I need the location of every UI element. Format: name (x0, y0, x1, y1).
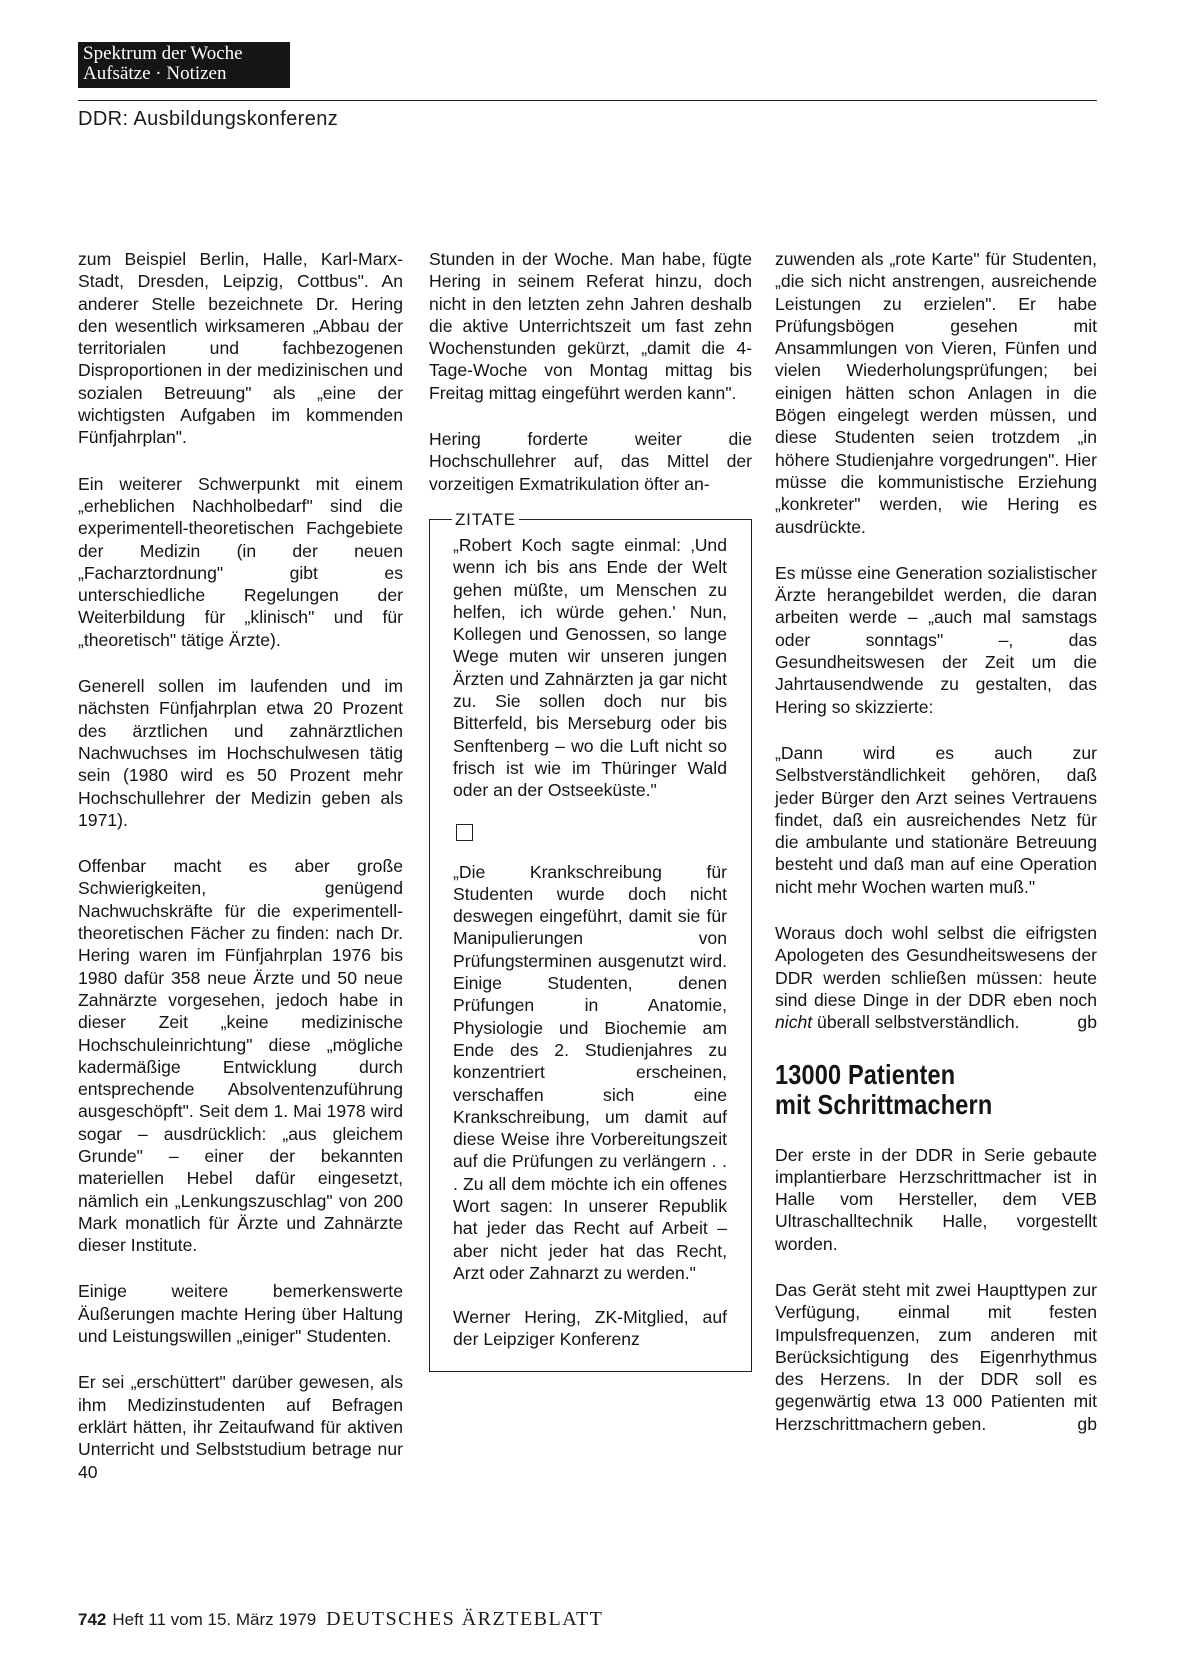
rubric-badge (78, 42, 290, 88)
separator-square-icon (456, 824, 473, 841)
paragraph: „Dann wird es auch zur Selbstverständlichkeit gehören, daß jeder Bürger den Arzt seines Vertrauens findet, daß ein ausreichendes Netz für die ambulante und stationäre Betreuung besteht und daß man auf eine Operation nicht mehr Wochen warten muß." (775, 742, 1097, 897)
paragraph: Hering forderte weiter die Hochschullehrer auf, das Mittel der vorzeitigen Exmatrikulation öfter an- (429, 429, 752, 494)
paragraph: Stunden in der Woche. Man habe, fügte Hering in seinem Referat hinzu, doch nicht in den letzten zehn Jahren deshalb die aktive Unterrichtszeit um fast zehn Wochenstunden gekürzt, „damit die 4-Tage-Woche von Montag mittag bis Freitag mittag eingeführt werden kann". (429, 249, 752, 403)
section-title: DDR: Ausbildungskonferenz (78, 108, 339, 130)
paragraph: Ein weiterer Schwerpunkt mit einem „erheblichen Nachholbedarf" sind die experimentell-theoretischen Fachgebiete der Medizin (in der neuen „Facharztordnung" gibt es unterschiedliche Regelungen der Weiterbildung für „klinisch" und für „theoretisch" tätige Ärzte). (78, 473, 403, 650)
column-2 (429, 248, 752, 1372)
paragraph: Offenbar macht es aber große Schwierigkeiten, genügend Nachwuchskräfte für die experimentell-theoretischen Fächer zu finden: nach Dr. Hering waren im Fünfjahrplan 1976 bis 1980 dafür 358 neue Ärzte und 50 neue Zahnärzte vorgesehen, jedoch habe in dieser Zeit „keine medizinische Hochschuleinrichtung" diese „mögliche kadermäßige Entwicklung durch entsprechende Absolventenzuführung ausgeschöpft". Seit dem 1. Mai 1978 wird sogar – ausdrücklich: „aus gleichem Grunde" – einer der bekannten materiellen Hebel dafür eingesetzt, nämlich ein „Lenkungszuschlag" von 200 Mark monatlich für Ärzte und Zahnärzte dieser Institute. (78, 856, 403, 1256)
column-1 (78, 248, 403, 1507)
quotes-box-title: ZITATE (452, 509, 519, 531)
quotes-box (429, 509, 752, 1372)
page-footer (78, 1608, 603, 1631)
quote: „Die Krankschreibung für Studenten wurde doch nicht deswegen eingeführt, damit sie für Manipulierungen von Prüfungsterminen ausgenutzt wird. Einige Studenten, denen Prüfungen in Anatomie, Physiologie und Biochemie am Ende des 2. Studienjahres zu konzentriert erscheinen, verschaffen sich eine Krankschreibung, um damit auf diese Weise ihre Vorbereitungszeit auf die Prüfungen zu verlängern . . . Zu all dem möchte ich ein offenes Wort sagen: In unserer Republik hat jeder das Recht auf Arbeit – aber nicht jeder hat das Recht, Arzt oder Zahnarzt zu werden." (453, 861, 727, 1283)
quote: „Robert Koch sagte einmal: ‚Und wenn ich bis ans Ende der Welt gehen müßte, um Menschen zu helfen, ich würde gehen.' Nun, Kollegen und Genossen, so lange Wege muten wir unseren jungen Ärzten und Zahnärzten ja gar nicht zu. Sie sollen doch nur bis Bitterfeld, bis Merseburg oder bis Senftenberg – wo die Luft nicht so frisch ist wie im Thüringer Wald oder an der Ostseeküste." (453, 534, 727, 801)
emphasis: nicht (775, 1012, 813, 1033)
author-initials: gb (1077, 1012, 1097, 1033)
header-rule (78, 100, 1097, 101)
journal-name: DEUTSCHES ÄRZTEBLATT (326, 1608, 604, 1630)
rubric-line-2: Aufsätze · Notizen (83, 63, 227, 84)
author-initials: gb (1077, 1413, 1097, 1434)
paragraph: Woraus doch wohl selbst die eifrigsten Apologeten des Gesundheitswesens der DDR werden schließen müssen: heute sind diese Dinge in der DDR eben noch nicht überall selbstverständlich. gb (775, 923, 1097, 1033)
paragraph: zum Beispiel Berlin, Halle, Karl-Marx-Stadt, Dresden, Leipzig, Cottbus". An anderer Stelle bezeichnete Dr. Hering den wesentlich wirksameren „Abbau der territorialen und fachbezogenen Disproportionen in der medizinischen und sozialen Betreuung" als „eine der wichtigsten Aufgaben im kommenden Fünfjahrplan". (78, 249, 403, 448)
quote-attribution: Werner Hering, ZK-Mitglied, auf der Leipziger Konferenz (453, 1307, 727, 1350)
paragraph: Generell sollen im laufenden und im nächsten Fünfjahrplan etwa 20 Prozent des ärztlichen und zahnärztlichen Nachwuchses im Hochschulwesen tätig sein (1980 wird es 50 Prozent mehr Hochschullehrer der Medizin geben als 1971). (78, 676, 403, 830)
paragraph: Es müsse eine Generation sozialistischer Ärzte herangebildet werden, die daran arbeiten werde – „auch mal samstags oder sonntags" –, das Gesundheitswesen der Zeit um die Jahrtausendwende zu gestalten, das Hering so skizzierte: (775, 562, 1097, 717)
column-3 (775, 248, 1097, 1459)
paragraph: Das Gerät steht mit zwei Haupttypen zur Verfügung, einmal mit festen Impulsfrequenzen, zum anderen mit Berücksichtigung des Eigenrhythmus des Herzens. In der DDR soll es gegenwärtig etwa 13 000 Patienten mit Herzschrittmachern geben. gb (775, 1279, 1097, 1434)
paragraph: Einige weitere bemerkenswerte Äußerungen machte Hering über Haltung und Leistungswillen „einiger" Studenten. (78, 1281, 403, 1347)
paragraph: Der erste in der DDR in Serie gebaute implantierbare Herzschrittmacher ist in Halle vom Hersteller, dem VEB Ultraschalltechnik Halle, vorgestellt worden. (775, 1144, 1097, 1254)
page-number: 742 (78, 1610, 107, 1629)
rubric-line-1: Spektrum der Woche (83, 43, 243, 64)
article-headline: 13000 Patienten mit Schrittmachern (775, 1058, 993, 1120)
issue-info: Heft 11 vom 15. März 1979 (112, 1610, 317, 1629)
paragraph: Er sei „erschüttert" darüber gewesen, als ihm Medizinstudenten auf Befragen erklärt hätten, ihr Zeitaufwand für aktiven Unterricht und Selbststudium betrage nur 40 (78, 1372, 403, 1482)
paragraph: zuwenden als „rote Karte" für Studenten, „die sich nicht anstrengen, ausreichende Leistungen zu erzielen". Er habe Prüfungsbögen gesehen mit Ansammlungen von Vieren, Fünfen und vielen Wiederholungsprüfungen; bei einigen hätten schon Anlagen in die Bögen eingelegt werden müssen, und diese Studenten seien trotzdem „in höhere Studienjahre vorgedrungen". Hier müsse die kommunistische Erziehung „konkreter" werden, wie Hering es ausdrückte. (775, 249, 1097, 537)
